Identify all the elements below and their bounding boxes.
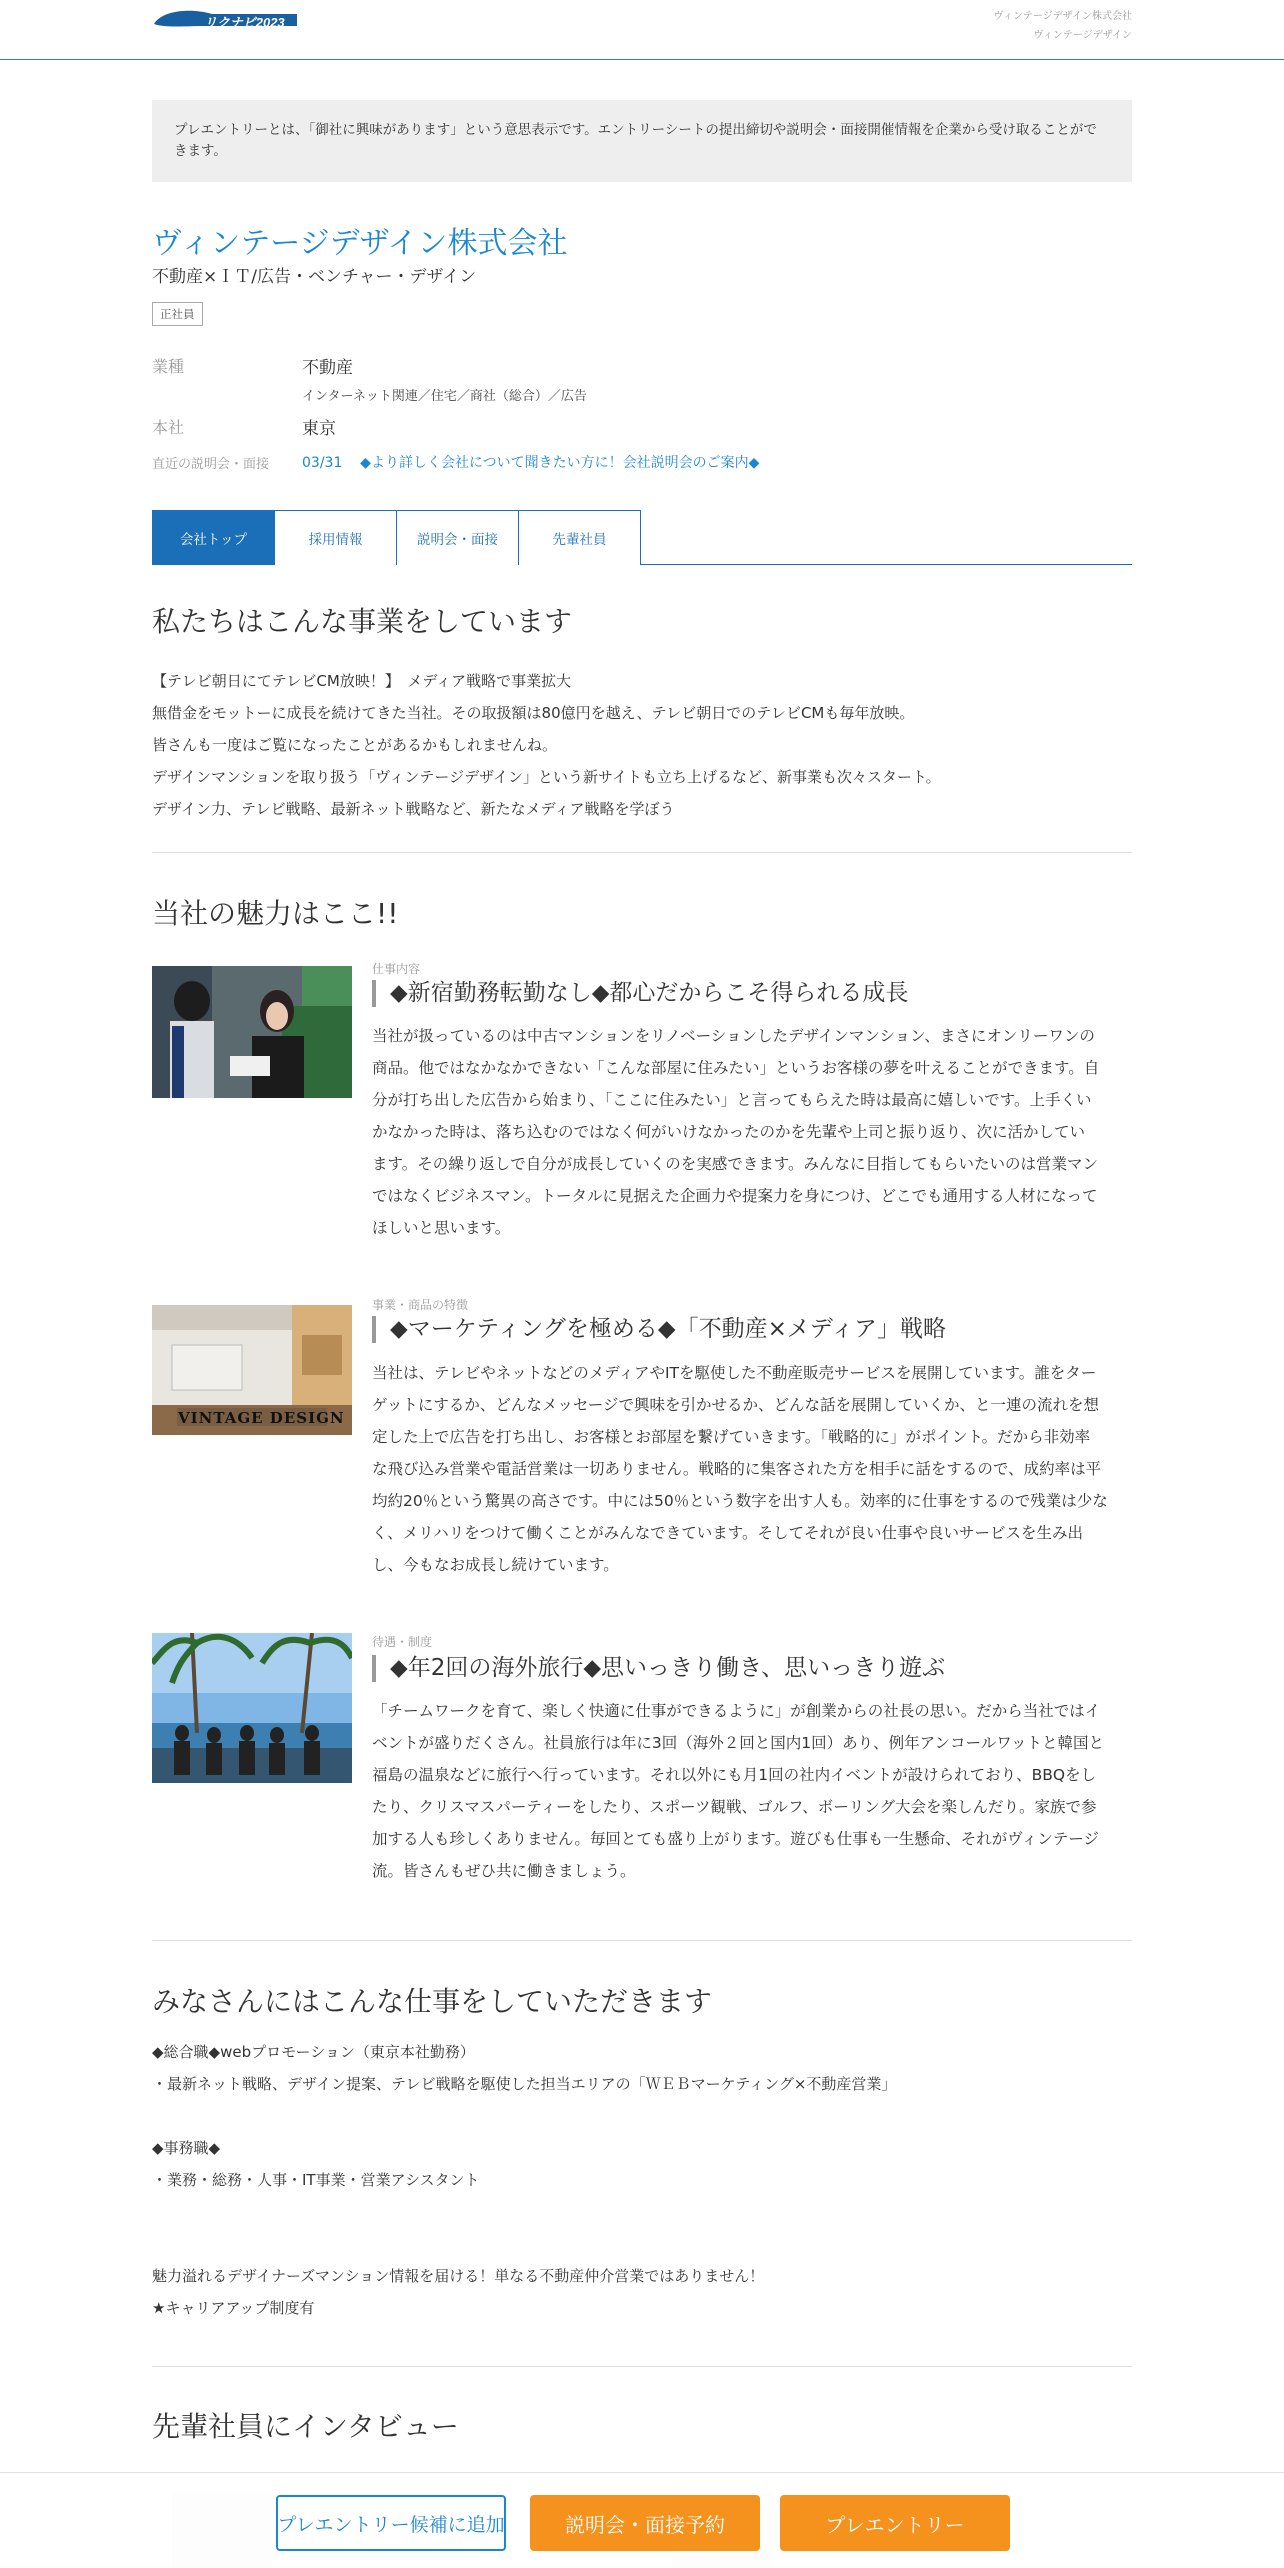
feature-text — [372, 1020, 1127, 1244]
jobs-line — [152, 2228, 1132, 2260]
feature-line: 商品。他ではなかなかできない「こんな部屋に住みたい」というお客様の夢を叶えることができます。自 — [372, 1059, 1100, 1077]
header-company-name: ヴィンテージデザイン株式会社 — [993, 11, 1132, 22]
rikunabi-logo[interactable] — [152, 6, 302, 30]
seminar-title: ◆より詳しく会社について聞きたい方に！会社説明会のご案内◆ — [360, 455, 760, 471]
jobs-line: ◆総合職◆webプロモーション（東京本社勤務） — [152, 2043, 475, 2061]
business-line: デザイン力、テレビ戦略、最新ネット戦略など、新たなメディア戦略を学ぼう — [152, 800, 675, 818]
business-line: 【テレビ朝日にてテレビCM放映！】 メディア戦略で事業拡大 — [152, 672, 572, 690]
jobs-line: ・最新ネット戦略、デザイン提案、テレビ戦略を駆使した担当エリアの「ＷＥＢマーケティング×不動産営業」 — [152, 2075, 897, 2093]
feature-line: ほしいと思います。 — [372, 1219, 511, 1237]
company-tabs — [152, 510, 1132, 565]
jobs-line: ◆事務職◆ — [152, 2139, 221, 2157]
header-company-short: ヴィンテージデザイン — [1033, 30, 1132, 41]
seminar-label: 直近の説明会・面接 — [152, 457, 270, 472]
feature-line: 流。皆さんもぜひ共に働きましょう。 — [372, 1862, 636, 1880]
seminar-date: 03/31 — [302, 455, 343, 471]
feature-line: く、メリハリをつけて働くことがみんなできています。そしてそれが良い仕事や良いサービスを生み出 — [372, 1524, 1083, 1542]
feature-title: ◆マーケティングを極める◆「不動産×メディア」戦略 — [372, 1316, 946, 1343]
company-name: ヴィンテージデザイン株式会社 — [152, 226, 568, 261]
image-overlay-text: VINTAGE DESIGN — [178, 1409, 345, 1427]
feature-category: 仕事内容 — [372, 962, 421, 976]
tab-company-top[interactable]: 会社トップ — [152, 510, 275, 565]
feature-line: ゲットにするか、どんなメッセージで興味を引かせるか、どんな話を展開していくか、と一連の流れを想 — [372, 1396, 1099, 1414]
feature-line: 定した上で広告を打ち出し、お客様とお部屋を繋げていきます。「戦略的に」がポイント。だから非効率 — [372, 1428, 1091, 1446]
jobs-line: 魅力溢れるデザイナーズマンション情報を届ける！単なる不動産仲介営業ではありません！ — [152, 2267, 765, 2285]
business-text — [152, 665, 1132, 825]
logo-text: リクナビ2023 — [204, 15, 285, 30]
office-photo — [152, 966, 352, 1098]
feature-title: ◆年2回の海外旅行◆思いっきり働き、思いっきり遊ぶ — [372, 1655, 945, 1682]
divider — [152, 2366, 1132, 2367]
vintage-design-photo — [152, 1305, 352, 1435]
feature-text — [372, 1357, 1127, 1581]
feature-line: ベントが盛りだくさん。社員旅行は年に3回（海外２回と国内1回）あり、例年アンコールワットと韓国と — [372, 1734, 1104, 1752]
jobs-line: ・業務・総務・人事・IT事業・営業アシスタント — [152, 2171, 480, 2189]
feature-line: 福島の温泉などに旅行へ行っています。それ以外にも月1回の社内イベントが設けられており、BBQをし — [372, 1766, 1097, 1784]
divider — [152, 1940, 1132, 1941]
feature-line: し、今もなお成長し続けています。 — [372, 1556, 619, 1574]
feature-line: 当社は、テレビやネットなどのメディアやITを駆使した不動産販売サービスを展開しています。誰をター — [372, 1364, 1097, 1382]
hq-label: 本社 — [152, 418, 185, 437]
feature-line: 分が打ち出した広告から始まり、「ここに住みたい」と言ってもらえた時は最高に嬉しいです。上手くい — [372, 1091, 1092, 1109]
business-line: 皆さんも一度はご覧になったことがあるかもしれませんね。 — [152, 736, 558, 754]
business-line: デザインマンションを取り扱う「ヴィンテージデザイン」という新サイトも立ち上げるなど、新事業も次々スタート。 — [152, 768, 941, 786]
hq-value: 東京 — [302, 419, 336, 439]
feature-line: な飛び込み営業や電話営業は一切ありません。戦略的に集客された方を相手に話をするので、成約率は平 — [372, 1460, 1102, 1478]
feature-text — [372, 1695, 1127, 1887]
feature-title: ◆新宿勤務転勤なし◆都心だからこそ得られる成長 — [372, 980, 908, 1007]
jobs-line: ★キャリアアップ制度有 — [152, 2299, 315, 2317]
feature-line: かなかった時は、落ち込むのではなく何がいけなかったのかを先輩や上司と振り返り、次に活かしてい — [372, 1123, 1086, 1141]
interview-title: 先輩社員にインタビュー — [152, 2410, 459, 2443]
feature-line: 当社が扱っているのは中古マンションをリノベーションしたデザインマンション、まさにオンリーワンの — [372, 1027, 1095, 1045]
feature-line: 「チームワークを育て、楽しく快適に仕事ができるように」が創業からの社長の思い。だから当社ではイ — [372, 1702, 1101, 1720]
business-line: 無借金をモットーに成長を続けてきた当社。その取扱額は80億円を越え、テレビ朝日でのテレビCMも毎年放映。 — [152, 704, 915, 722]
divider — [152, 852, 1132, 853]
feature-category: 事業・商品の特徴 — [372, 1298, 469, 1312]
company-tags: 不動産×ＩＴ/広告・ベンチャー・デザイン — [152, 267, 477, 287]
feature-line: ます。その繰り返しで自分が成長していくのを実感できます。みんなに目指してもらいたいのは営業マン — [372, 1155, 1099, 1173]
site-header — [0, 0, 1284, 60]
industry-sub: インターネット関連／住宅／商社（総合）／広告 — [302, 389, 587, 404]
feature-line: たり、クリスマスパーティーをしたり、スポーツ観戦、ゴルフ、ボーリング大会を楽しんだり。家族で参 — [372, 1798, 1097, 1816]
jobs-line — [152, 2196, 1132, 2228]
bottom-action-bar — [0, 2472, 1284, 2568]
jobs-title: みなさんにはこんな仕事をしていただきます — [152, 1985, 713, 2018]
feature-category: 待遇・制度 — [372, 1635, 433, 1649]
seminar-link[interactable] — [302, 452, 759, 472]
feature-line: 均約20％という驚異の高さです。中には50％という数字を出す人も。効率的に仕事をするので残業は少な — [372, 1492, 1108, 1510]
appeal-title: 当社の魅力はここ!! — [152, 897, 399, 930]
feature-line: 加する人も珍しくありません。毎回とても盛り上がります。遊びも仕事も一生懸命、それがヴィンテージ — [372, 1830, 1099, 1848]
tab-recruit-info[interactable]: 採用情報 — [274, 510, 397, 565]
feature-line: ではなくビジネスマン。トータルに見据えた企画力や提案力を身につけ、どこでも通用する人材になって — [372, 1187, 1098, 1205]
jobs-text — [152, 2036, 1132, 2324]
industry-value: 不動産 — [302, 358, 353, 378]
header-company — [994, 7, 1133, 45]
tab-seminar[interactable]: 説明会・面接 — [396, 510, 519, 565]
pre-entry-notice: プレエントリーとは、「御社に興味があります」という意思表示です。エントリーシートの提出締切や説明会・面接開催情報を企業から受け取ることができます。 — [152, 100, 1132, 182]
reserve-seminar-button[interactable]: 説明会・面接予約 — [530, 2495, 760, 2551]
business-title: 私たちはこんな事業をしています — [152, 605, 573, 638]
add-candidate-button[interactable]: プレエントリー候補に追加 — [276, 2495, 506, 2551]
travel-photo — [152, 1633, 352, 1783]
jobs-line — [152, 2100, 1132, 2132]
pre-entry-button[interactable]: プレエントリー — [780, 2495, 1010, 2551]
tab-senior-staff[interactable]: 先輩社員 — [518, 510, 641, 565]
industry-label: 業種 — [152, 357, 185, 376]
employment-badge: 正社員 — [152, 302, 203, 326]
